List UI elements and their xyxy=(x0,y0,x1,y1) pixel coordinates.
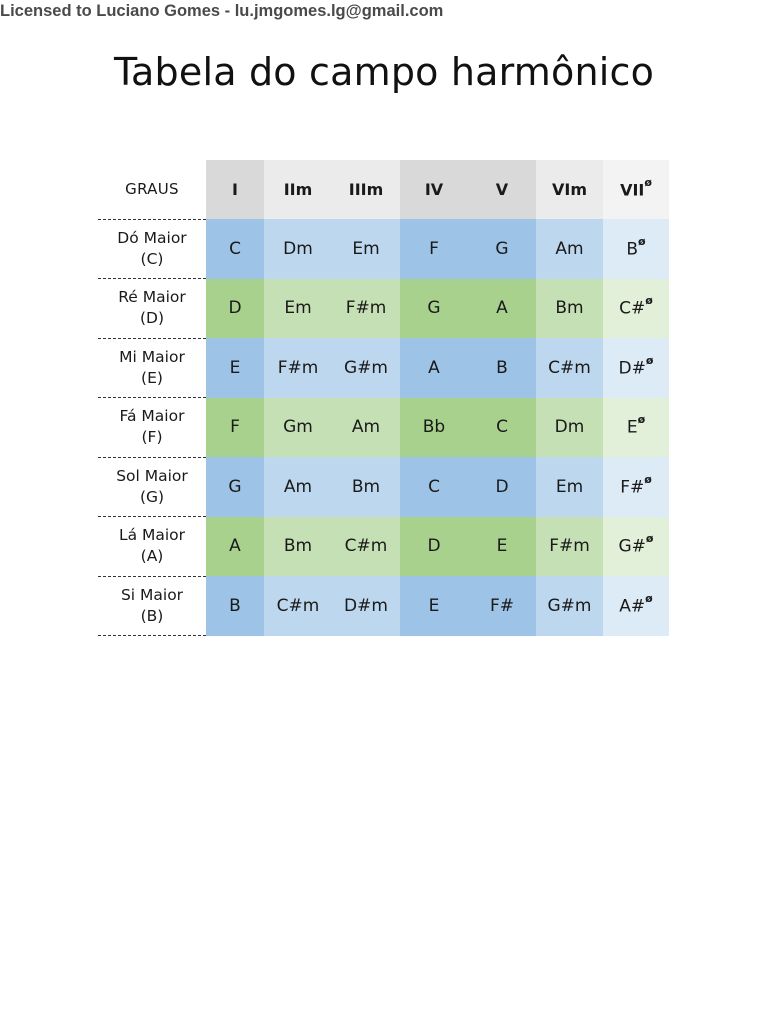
key-abbr: (F) xyxy=(141,428,163,447)
chord-cell: F#m xyxy=(264,338,332,398)
chord-cell: C#m xyxy=(264,576,332,636)
chord-cell: Bb xyxy=(400,398,468,458)
chord-cell: C xyxy=(400,457,468,517)
degree-header-row xyxy=(98,160,669,219)
chord-cell: Em xyxy=(264,279,332,339)
graus-label: GRAUS xyxy=(98,160,206,219)
diminished-mark: ø xyxy=(637,413,646,427)
table-row xyxy=(98,517,669,577)
diminished-mark: ø xyxy=(638,234,646,248)
chord-cell: E xyxy=(206,338,264,398)
harmonic-field-table xyxy=(98,160,669,636)
chord-cell: A xyxy=(400,338,468,398)
chord-cell-diminished xyxy=(603,279,669,339)
key-name: Fá Maior xyxy=(119,407,185,426)
key-label xyxy=(98,279,206,339)
chord-cell: D xyxy=(206,279,264,339)
chord-name: E xyxy=(626,418,638,439)
diminished-mark: ø xyxy=(644,472,652,486)
page-title: Tabela do campo harmônico xyxy=(113,50,655,94)
key-abbr: (D) xyxy=(139,309,165,328)
chord-cell-diminished xyxy=(603,219,669,279)
key-abbr: (B) xyxy=(140,606,164,625)
table-row xyxy=(98,398,669,458)
key-name: Lá Maior xyxy=(118,526,186,545)
chord-cell-diminished xyxy=(603,457,669,517)
chord-cell-diminished xyxy=(603,338,669,398)
diminished-mark: ø xyxy=(645,294,653,308)
chord-name: C# xyxy=(619,299,646,320)
table-row xyxy=(98,576,669,636)
chord-cell: G#m xyxy=(332,338,400,398)
chord-name: D# xyxy=(618,358,646,379)
chord-cell: Dm xyxy=(264,219,332,279)
chord-cell: A xyxy=(468,279,536,339)
key-name: Dó Maior xyxy=(117,228,187,247)
chord-cell-diminished xyxy=(603,398,669,458)
table-row xyxy=(98,457,669,517)
diminished-mark: ø xyxy=(644,176,652,190)
key-label xyxy=(98,398,206,458)
chord-cell: C xyxy=(468,398,536,458)
chord-cell: E xyxy=(468,517,536,577)
diminished-mark: ø xyxy=(645,532,654,546)
chord-cell: Bm xyxy=(264,517,332,577)
degree-header: V xyxy=(468,160,536,219)
key-abbr: (A) xyxy=(140,547,164,566)
table-row xyxy=(98,219,669,279)
chord-name: A# xyxy=(619,596,646,617)
chord-cell: F#m xyxy=(332,279,400,339)
chord-cell: E xyxy=(400,576,468,636)
chord-cell-diminished xyxy=(603,576,669,636)
chord-cell: G xyxy=(400,279,468,339)
chord-cell: C#m xyxy=(332,517,400,577)
chord-cell: C xyxy=(206,219,264,279)
chord-cell: Am xyxy=(332,398,400,458)
chord-cell: Em xyxy=(536,457,603,517)
chord-cell: G xyxy=(206,457,264,517)
chord-cell: C#m xyxy=(536,338,603,398)
diminished-mark: ø xyxy=(645,353,654,367)
chord-cell: Am xyxy=(264,457,332,517)
degree-header: VIm xyxy=(536,160,603,219)
chord-cell-diminished xyxy=(603,517,669,577)
key-label xyxy=(98,517,206,577)
key-abbr: (E) xyxy=(141,368,163,387)
chord-cell: A xyxy=(206,517,264,577)
key-abbr: (G) xyxy=(139,487,165,506)
chord-cell: Bm xyxy=(332,457,400,517)
degree-header-diminished xyxy=(603,160,669,219)
key-name: Sol Maior xyxy=(116,466,188,485)
chord-cell: Gm xyxy=(264,398,332,458)
chord-cell: G xyxy=(468,219,536,279)
key-name: Mi Maior xyxy=(119,347,185,366)
degree-header: IIm xyxy=(264,160,332,219)
key-abbr: (C) xyxy=(140,249,164,268)
chord-name: B xyxy=(626,239,639,260)
chord-cell: B xyxy=(468,338,536,398)
chord-cell: F#m xyxy=(536,517,603,577)
chord-cell: F xyxy=(400,219,468,279)
diminished-mark: ø xyxy=(645,591,653,605)
degree-header: IV xyxy=(400,160,468,219)
degree-label: VII xyxy=(620,180,645,200)
chord-cell: G#m xyxy=(536,576,603,636)
key-label xyxy=(98,338,206,398)
chord-cell: Dm xyxy=(536,398,603,458)
degree-header: I xyxy=(206,160,264,219)
chord-name: F# xyxy=(620,477,645,498)
key-label xyxy=(98,457,206,517)
chord-cell: F xyxy=(206,398,264,458)
table-row xyxy=(98,338,669,398)
table-row xyxy=(98,279,669,339)
chord-cell: F# xyxy=(468,576,536,636)
degree-header: IIIm xyxy=(332,160,400,219)
chord-cell: Am xyxy=(536,219,603,279)
chord-cell: D#m xyxy=(332,576,400,636)
key-name: Si Maior xyxy=(120,585,184,604)
key-label xyxy=(98,219,206,279)
chord-cell: D xyxy=(400,517,468,577)
chord-cell: D xyxy=(468,457,536,517)
license-notice: Licensed to Luciano Gomes - lu.jmgomes.lg@gmail.com xyxy=(0,2,444,20)
key-label xyxy=(98,576,206,636)
chord-cell: Em xyxy=(332,219,400,279)
key-name: Ré Maior xyxy=(118,288,186,307)
chord-cell: Bm xyxy=(536,279,603,339)
chord-name: G# xyxy=(618,537,646,558)
chord-cell: B xyxy=(206,576,264,636)
